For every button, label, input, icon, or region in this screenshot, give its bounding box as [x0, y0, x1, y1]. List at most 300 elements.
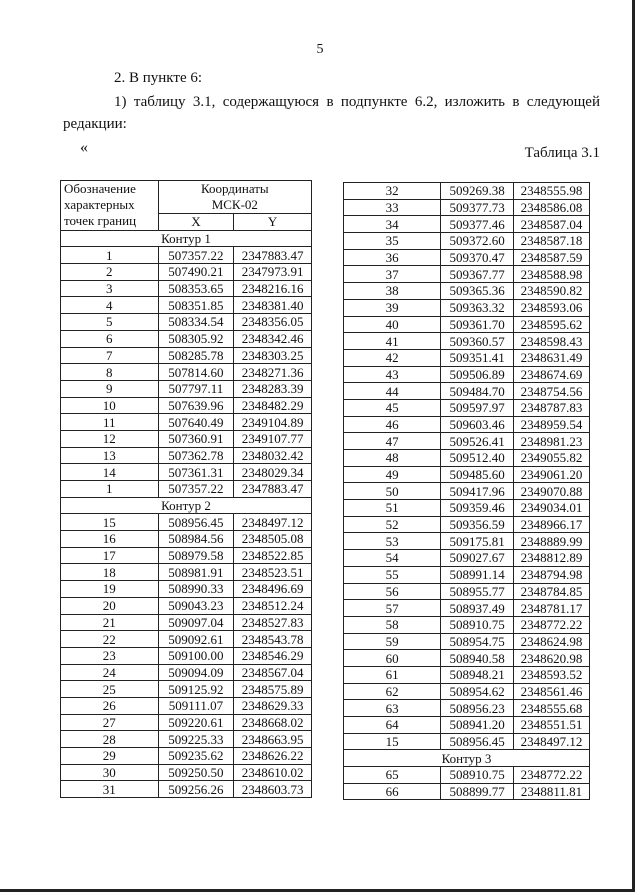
coord-y: 2348567.04	[234, 664, 312, 681]
table-row	[344, 183, 590, 200]
item-1-word: изложить	[444, 94, 506, 110]
coord-y: 2348595.62	[514, 316, 590, 333]
coord-x: 508910.75	[441, 616, 514, 633]
table-row	[61, 464, 312, 481]
table-row	[61, 330, 312, 347]
point-number: 37	[344, 266, 441, 283]
coord-y: 2348216.16	[234, 280, 312, 297]
table-row	[344, 333, 590, 350]
coord-x: 509417.96	[441, 483, 514, 500]
coord-x: 509377.73	[441, 199, 514, 216]
coord-y: 2348811.81	[514, 783, 590, 800]
table-row	[344, 666, 590, 683]
table-row	[344, 550, 590, 567]
coord-y: 2348497.12	[514, 733, 590, 750]
point-number: 40	[344, 316, 441, 333]
point-number: 6	[61, 330, 159, 347]
coord-y: 2349070.88	[514, 483, 590, 500]
header-points-label	[61, 181, 159, 231]
coord-x: 509356.59	[441, 516, 514, 533]
table-row	[344, 349, 590, 366]
coord-y: 2348505.08	[234, 531, 312, 548]
point-number: 10	[61, 397, 159, 414]
table-row	[344, 533, 590, 550]
table-row	[61, 781, 312, 798]
point-number: 62	[344, 683, 441, 700]
point-number: 24	[61, 664, 159, 681]
page-number: 5	[316, 42, 324, 57]
table-row	[61, 748, 312, 765]
coord-x: 509220.61	[158, 714, 234, 731]
table-row	[344, 717, 590, 734]
right-table-body	[344, 183, 590, 800]
header-coord-line: МСК-02	[211, 197, 258, 212]
coord-y: 2348032.42	[234, 447, 312, 464]
coord-x: 509365.36	[441, 283, 514, 300]
coord-y: 2348772.22	[514, 767, 590, 784]
point-number: 18	[61, 564, 159, 581]
coord-x: 508353.65	[158, 280, 234, 297]
coord-y: 2348527.83	[234, 614, 312, 631]
table-row	[344, 283, 590, 300]
table-row	[61, 247, 312, 264]
table-row	[344, 483, 590, 500]
point-number: 22	[61, 631, 159, 648]
item-2-heading: 2. В пункте 6:	[114, 70, 203, 86]
coord-y: 2348381.40	[234, 297, 312, 314]
coord-x: 508991.14	[441, 566, 514, 583]
coord-x: 508956.45	[441, 733, 514, 750]
point-number: 16	[61, 531, 159, 548]
coord-y: 2348959.54	[514, 416, 590, 433]
coord-y: 2348283.39	[234, 380, 312, 397]
table-row	[344, 433, 590, 450]
table-row	[61, 664, 312, 681]
coord-y: 2347883.47	[234, 481, 312, 498]
coord-y: 2348522.85	[234, 547, 312, 564]
coord-y: 2348303.25	[234, 347, 312, 364]
point-number: 39	[344, 299, 441, 316]
table-row	[61, 647, 312, 664]
coord-y: 2348781.17	[514, 600, 590, 617]
coord-x: 509097.04	[158, 614, 234, 631]
point-number: 17	[61, 547, 159, 564]
kontur-label: Контур 2	[61, 497, 312, 514]
coord-x: 509235.62	[158, 748, 234, 765]
table-row	[61, 614, 312, 631]
coord-x: 508979.58	[158, 547, 234, 564]
point-number: 47	[344, 433, 441, 450]
coord-x: 508305.92	[158, 330, 234, 347]
point-number: 44	[344, 383, 441, 400]
point-number: 49	[344, 466, 441, 483]
table-row	[344, 266, 590, 283]
coord-x: 508937.49	[441, 600, 514, 617]
coord-y: 2348590.82	[514, 283, 590, 300]
coord-y: 2348587.18	[514, 233, 590, 250]
left-table-body	[61, 230, 312, 797]
coord-y: 2348889.99	[514, 533, 590, 550]
coord-y: 2349107.77	[234, 430, 312, 447]
table-row	[344, 450, 590, 467]
table-row	[61, 314, 312, 331]
point-number: 43	[344, 366, 441, 383]
coord-y: 2348674.69	[514, 366, 590, 383]
table-row	[61, 681, 312, 698]
coord-x: 508990.33	[158, 581, 234, 598]
table-row	[61, 414, 312, 431]
header-y: Y	[234, 214, 312, 231]
coord-x: 507361.31	[158, 464, 234, 481]
opening-quote: «	[80, 139, 88, 156]
coord-x: 509100.00	[158, 647, 234, 664]
table-row	[61, 397, 312, 414]
table-row	[344, 383, 590, 400]
coord-x: 507490.21	[158, 264, 234, 281]
item-1-word: в	[326, 94, 334, 110]
coord-x: 509360.57	[441, 333, 514, 350]
kontur-row	[61, 230, 312, 247]
kontur-label: Контур 1	[61, 230, 312, 247]
point-number: 1	[61, 481, 159, 498]
coord-x: 509526.41	[441, 433, 514, 450]
item-1-word: содержащуюся	[222, 94, 320, 110]
coord-y: 2347973.91	[234, 264, 312, 281]
coord-x: 509225.33	[158, 731, 234, 748]
coord-y: 2348772.22	[514, 616, 590, 633]
table-row	[344, 650, 590, 667]
coord-y: 2348794.98	[514, 566, 590, 583]
coord-x: 509125.92	[158, 681, 234, 698]
table-row	[61, 714, 312, 731]
coord-y: 2348620.98	[514, 650, 590, 667]
table-row	[344, 683, 590, 700]
table-row	[344, 767, 590, 784]
coord-x: 508351.85	[158, 297, 234, 314]
point-number: 23	[61, 647, 159, 664]
table-row	[344, 249, 590, 266]
coord-y: 2349061.20	[514, 466, 590, 483]
coord-x: 509351.41	[441, 349, 514, 366]
edition-text: редакции:	[63, 116, 127, 132]
coord-x: 509506.89	[441, 366, 514, 383]
coord-y: 2348981.23	[514, 433, 590, 450]
point-number: 3	[61, 280, 159, 297]
coord-x: 507360.91	[158, 430, 234, 447]
point-number: 42	[344, 349, 441, 366]
point-number: 8	[61, 364, 159, 381]
coord-y: 2348587.59	[514, 249, 590, 266]
point-number: 55	[344, 566, 441, 583]
coord-y: 2348497.12	[234, 514, 312, 531]
point-number: 15	[344, 733, 441, 750]
coord-x: 509027.67	[441, 550, 514, 567]
table-row	[344, 566, 590, 583]
header-label-line: характерных	[64, 197, 135, 212]
coord-x: 509377.46	[441, 216, 514, 233]
table-row	[344, 299, 590, 316]
point-number: 1	[61, 247, 159, 264]
item-1-word: таблицу	[133, 94, 186, 110]
table-row	[344, 700, 590, 717]
coord-x: 508954.75	[441, 633, 514, 650]
coord-x: 507640.49	[158, 414, 234, 431]
point-number: 32	[344, 183, 441, 200]
table-row	[61, 380, 312, 397]
point-number: 66	[344, 783, 441, 800]
table-row	[61, 347, 312, 364]
coord-y: 2348586.08	[514, 199, 590, 216]
table-row	[344, 233, 590, 250]
coord-x: 509092.61	[158, 631, 234, 648]
coordinates-table-right	[343, 182, 590, 800]
item-1-word: 6.2,	[414, 94, 438, 110]
table-row	[344, 600, 590, 617]
kontur-label: Контур 3	[344, 750, 590, 767]
point-number: 12	[61, 430, 159, 447]
point-number: 41	[344, 333, 441, 350]
coord-y: 2349104.89	[234, 414, 312, 431]
coord-y: 2348342.46	[234, 330, 312, 347]
point-number: 20	[61, 597, 159, 614]
coord-y: 2348356.05	[234, 314, 312, 331]
table-row	[61, 481, 312, 498]
coord-y: 2348593.06	[514, 299, 590, 316]
coord-x: 508941.20	[441, 717, 514, 734]
table-row	[344, 399, 590, 416]
coord-x: 509370.47	[441, 249, 514, 266]
coord-x: 509359.46	[441, 500, 514, 517]
coord-y: 2348624.98	[514, 633, 590, 650]
coord-x: 509484.70	[441, 383, 514, 400]
coord-x: 509111.07	[158, 697, 234, 714]
coord-x: 509094.09	[158, 664, 234, 681]
header-x: X	[158, 214, 234, 231]
point-number: 7	[61, 347, 159, 364]
point-number: 9	[61, 380, 159, 397]
header-label-line: точек границ	[64, 213, 137, 228]
point-number: 27	[61, 714, 159, 731]
table-row	[61, 430, 312, 447]
table-row	[344, 466, 590, 483]
header-coordinates	[158, 181, 311, 214]
table-row	[344, 366, 590, 383]
item-1-word: следующей	[526, 94, 600, 110]
table-row	[61, 731, 312, 748]
kontur-row	[61, 497, 312, 514]
point-number: 11	[61, 414, 159, 431]
coord-y: 2348555.98	[514, 183, 590, 200]
table-row	[61, 297, 312, 314]
coord-x: 509485.60	[441, 466, 514, 483]
coord-y: 2348523.51	[234, 564, 312, 581]
point-number: 35	[344, 233, 441, 250]
coord-y: 2348812.89	[514, 550, 590, 567]
coord-y: 2348555.68	[514, 700, 590, 717]
coord-y: 2348598.43	[514, 333, 590, 350]
point-number: 5	[61, 314, 159, 331]
point-number: 52	[344, 516, 441, 533]
coord-x: 508899.77	[441, 783, 514, 800]
coord-y: 2348629.33	[234, 697, 312, 714]
point-number: 38	[344, 283, 441, 300]
coord-y: 2348587.04	[514, 216, 590, 233]
coord-y: 2348593.52	[514, 666, 590, 683]
coord-x: 508956.45	[158, 514, 234, 531]
coord-x: 509372.60	[441, 233, 514, 250]
coord-y: 2348029.34	[234, 464, 312, 481]
coord-x: 509361.70	[441, 316, 514, 333]
coord-y: 2348512.24	[234, 597, 312, 614]
coord-y: 2348546.29	[234, 647, 312, 664]
point-number: 19	[61, 581, 159, 598]
point-number: 58	[344, 616, 441, 633]
coord-x: 509603.46	[441, 416, 514, 433]
point-number: 34	[344, 216, 441, 233]
table-title: Таблица 3.1	[524, 145, 600, 161]
table-row	[344, 199, 590, 216]
point-number: 63	[344, 700, 441, 717]
coord-y: 2348543.78	[234, 631, 312, 648]
coord-y: 2348482.29	[234, 397, 312, 414]
coord-y: 2349055.82	[514, 450, 590, 467]
point-number: 14	[61, 464, 159, 481]
coord-x: 509597.97	[441, 399, 514, 416]
table-row	[344, 316, 590, 333]
coord-y: 2348784.85	[514, 583, 590, 600]
coord-x: 507797.11	[158, 380, 234, 397]
coord-y: 2348754.56	[514, 383, 590, 400]
table-row	[61, 547, 312, 564]
coord-y: 2347883.47	[234, 247, 312, 264]
coord-x: 509256.26	[158, 781, 234, 798]
table-row	[61, 514, 312, 531]
coord-y: 2348663.95	[234, 731, 312, 748]
coord-y: 2348271.36	[234, 364, 312, 381]
item-1-word: 1)	[114, 94, 127, 110]
table-row	[61, 364, 312, 381]
coord-y: 2348966.17	[514, 516, 590, 533]
point-number: 65	[344, 767, 441, 784]
item-1-word: 3.1,	[192, 94, 216, 110]
coord-x: 507639.96	[158, 397, 234, 414]
point-number: 21	[61, 614, 159, 631]
point-number: 4	[61, 297, 159, 314]
point-number: 54	[344, 550, 441, 567]
table-row	[344, 783, 590, 800]
table-row	[344, 616, 590, 633]
point-number: 36	[344, 249, 441, 266]
table-row	[61, 631, 312, 648]
coord-y: 2348588.98	[514, 266, 590, 283]
coord-y: 2348603.73	[234, 781, 312, 798]
coord-y: 2348561.46	[514, 683, 590, 700]
point-number: 56	[344, 583, 441, 600]
coord-x: 509367.77	[441, 266, 514, 283]
point-number: 53	[344, 533, 441, 550]
coord-x: 508334.54	[158, 314, 234, 331]
coord-x: 508948.21	[441, 666, 514, 683]
coord-x: 509269.38	[441, 183, 514, 200]
table-row	[344, 216, 590, 233]
point-number: 51	[344, 500, 441, 517]
coord-y: 2348787.83	[514, 399, 590, 416]
table-row	[61, 531, 312, 548]
coord-x: 509175.81	[441, 533, 514, 550]
table-row	[61, 264, 312, 281]
coord-x: 508956.23	[441, 700, 514, 717]
table-row	[61, 280, 312, 297]
coord-x: 509512.40	[441, 450, 514, 467]
coord-x: 507357.22	[158, 481, 234, 498]
point-number: 26	[61, 697, 159, 714]
coord-y: 2348631.49	[514, 349, 590, 366]
coord-x: 507814.60	[158, 364, 234, 381]
point-number: 30	[61, 764, 159, 781]
point-number: 57	[344, 600, 441, 617]
header-label-line: Обозначение	[64, 181, 136, 196]
table-row	[344, 516, 590, 533]
coordinates-table-left	[60, 180, 312, 798]
coord-x: 507357.22	[158, 247, 234, 264]
table-row	[61, 697, 312, 714]
coord-y: 2349034.01	[514, 500, 590, 517]
point-number: 46	[344, 416, 441, 433]
coord-y: 2348551.51	[514, 717, 590, 734]
point-number: 60	[344, 650, 441, 667]
coord-x: 508285.78	[158, 347, 234, 364]
coord-y: 2348626.22	[234, 748, 312, 765]
item-1-paragraph	[114, 94, 600, 111]
table-row	[61, 447, 312, 464]
coord-y: 2348610.02	[234, 764, 312, 781]
point-number: 59	[344, 633, 441, 650]
table-row	[344, 733, 590, 750]
item-1-word: подпункте	[340, 94, 408, 110]
point-number: 33	[344, 199, 441, 216]
point-number: 61	[344, 666, 441, 683]
coord-x: 508955.77	[441, 583, 514, 600]
item-1-word: в	[512, 94, 520, 110]
table-row	[61, 581, 312, 598]
table-row	[344, 500, 590, 517]
table-row	[61, 764, 312, 781]
point-number: 45	[344, 399, 441, 416]
coord-x: 508984.56	[158, 531, 234, 548]
point-number: 25	[61, 681, 159, 698]
coord-x: 509363.32	[441, 299, 514, 316]
table-row	[61, 597, 312, 614]
coord-y: 2348496.69	[234, 581, 312, 598]
coord-x: 508981.91	[158, 564, 234, 581]
point-number: 64	[344, 717, 441, 734]
coord-x: 509250.50	[158, 764, 234, 781]
header-coord-line: Координаты	[200, 181, 269, 196]
coord-x: 508940.58	[441, 650, 514, 667]
coord-x: 509043.23	[158, 597, 234, 614]
point-number: 2	[61, 264, 159, 281]
point-number: 29	[61, 748, 159, 765]
table-row	[344, 416, 590, 433]
point-number: 48	[344, 450, 441, 467]
table-row	[344, 633, 590, 650]
coord-x: 508954.62	[441, 683, 514, 700]
point-number: 31	[61, 781, 159, 798]
coord-y: 2348575.89	[234, 681, 312, 698]
point-number: 15	[61, 514, 159, 531]
point-number: 28	[61, 731, 159, 748]
table-row	[61, 564, 312, 581]
